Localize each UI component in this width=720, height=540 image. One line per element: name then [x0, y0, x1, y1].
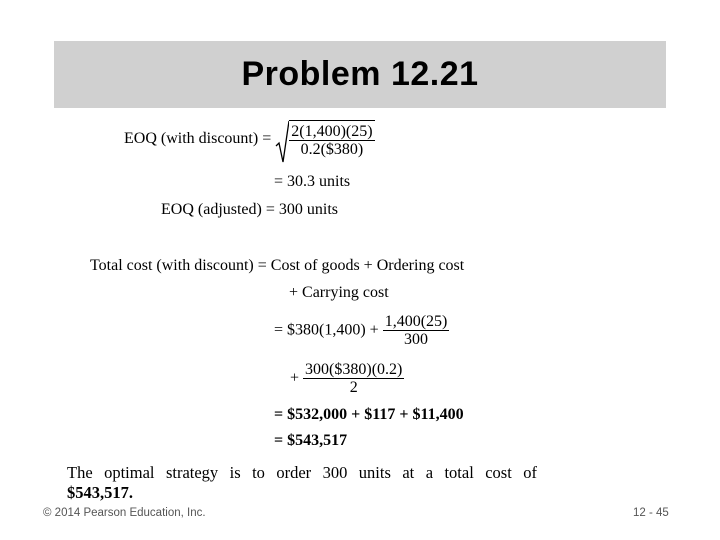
total-cost-line-4: [290, 361, 404, 396]
eoq-discount-equation: [124, 120, 375, 158]
total-cost-line-4-prefix: +: [290, 369, 300, 387]
conclusion-text: [67, 463, 537, 503]
eoq-result: = 30.3 units: [274, 173, 351, 190]
slide-title: Problem 12.21: [241, 55, 479, 93]
eoq-fraction: [289, 123, 374, 158]
eoq-adjusted: EOQ (adjusted) = 300 units: [161, 201, 338, 218]
ordering-denominator: 300: [404, 331, 429, 348]
ordering-fraction: [383, 313, 450, 348]
square-root: [275, 120, 374, 158]
total-cost-line-5: = $532,000 + $117 + $11,400: [274, 406, 464, 423]
total-cost-line-1: Total cost (with discount) = Cost of goods + Ordering cost: [90, 257, 465, 274]
eoq-denominator: 0.2($380): [300, 141, 364, 158]
carrying-fraction: [303, 361, 404, 396]
carrying-numerator: 300($380)(0.2): [305, 361, 403, 378]
title-bar: [54, 41, 666, 108]
eoq-numerator: 2(1,400)(25): [291, 123, 373, 140]
radical-icon: [275, 120, 289, 164]
total-cost-line-3: [274, 313, 449, 348]
conclusion-line-2: $543,517.: [67, 483, 133, 502]
footer-copyright: © 2014 Pearson Education, Inc.: [43, 507, 206, 519]
eoq-discount-label: EOQ (with discount) =: [124, 130, 272, 147]
ordering-numerator: 1,400(25): [384, 313, 448, 330]
footer-page-number: 12 - 45: [633, 507, 669, 519]
total-cost-line-6: = $543,517: [274, 432, 348, 449]
total-cost-line-3-prefix: = $380(1,400) +: [274, 321, 379, 339]
conclusion-line-1: The optimal strategy is to order 300 units at a total cost of: [67, 463, 537, 482]
total-cost-line-2: + Carrying cost: [289, 284, 389, 301]
carrying-denominator: 2: [349, 379, 358, 396]
